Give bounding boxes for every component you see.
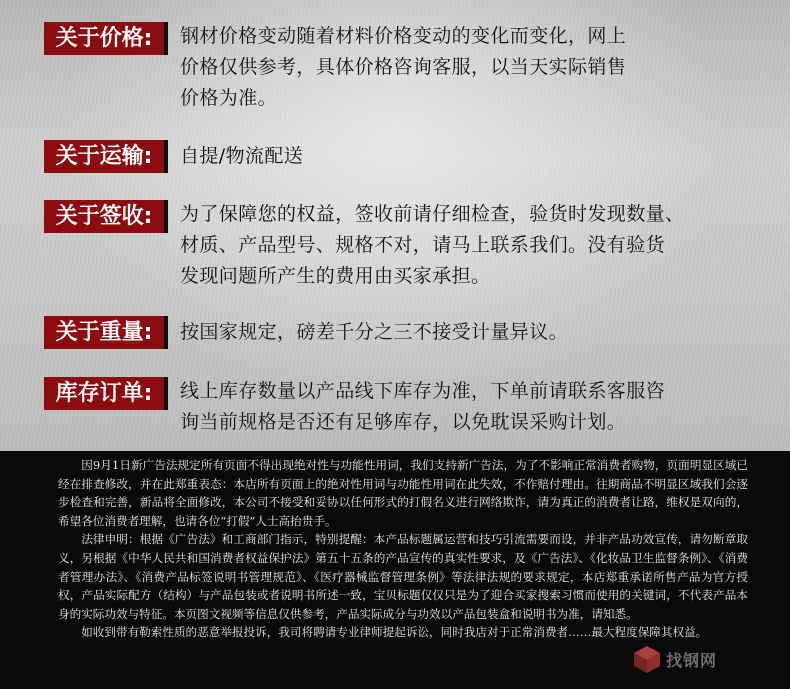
section-line: 钢材价格变动随着材料价格变动的变化而变化，网上 bbox=[180, 25, 627, 47]
section-text bbox=[180, 376, 770, 438]
section-text bbox=[180, 21, 770, 114]
section-divider bbox=[164, 316, 168, 349]
legal-notice bbox=[58, 456, 748, 642]
section-divider bbox=[164, 377, 168, 410]
section-line: 发现问题所产生的费用由买家承担。 bbox=[180, 265, 491, 287]
section-text bbox=[180, 141, 770, 172]
section-line: 为了保障您的权益，签收前请仔细检查，验货时发现数量、 bbox=[180, 203, 685, 225]
section-divider bbox=[164, 140, 168, 173]
section-label: 关于价格: bbox=[44, 22, 164, 55]
cube-logo-icon bbox=[632, 644, 662, 674]
section-label: 关于签收: bbox=[44, 200, 164, 233]
section-label: 库存订单: bbox=[44, 377, 164, 410]
section-line: 材质、产品型号、规格不对，请马上联系我们。没有验货 bbox=[180, 234, 666, 256]
legal-paragraph: 如收到带有勒索性质的恶意举报投诉，我司将聘请专业律师提起诉讼，同时我店对于正常消费者……最大程度保障其权益。 bbox=[81, 625, 708, 640]
section-divider bbox=[164, 200, 168, 233]
section-line: 价格仅供参考，具体价格咨询客服，以当天实际销售 bbox=[180, 56, 627, 78]
watermark bbox=[632, 642, 772, 676]
watermark-text: 找钢网 bbox=[666, 651, 718, 670]
section-line: 价格为准。 bbox=[180, 87, 278, 109]
legal-paragraph: 因9月1日新广告法规定所有页面不得出现绝对性与功能性用词，我们支持新广告法，为了不影响正常消费者购物，页面明显区域已经在排查修改，并在此郑重表态：本店所有页面上的绝对性用词与功能性用词在此失效，不作赔付理由。往期商品不明显区域我们会逐步检查和完善，新品将全面修改，本公司不接受和妥协以任何形式的打假名义进行网络欺诈，请为真正的消费者让路，维权是双向的，希望各位消费者理解，也请各位“打假”人士高抬贵手。 bbox=[58, 458, 748, 528]
section-line: 询当前规格是否还有足够库存，以免耽误采购计划。 bbox=[180, 411, 627, 433]
section-label: 关于重量: bbox=[44, 316, 164, 349]
legal-paragraph: 法律申明：根据《广告法》和工商部门指示，特别提醒：本产品标题属运营和技巧引流需要而设，并非产品功效宣传，请勿断章取义，另根据《中华人民共和国消费者权益保护法》第五十五条的产品宣传的真实性要求，及《广告法》、《化妆品卫生监督条例》、《消费者管理办法》、《消费产品标签说明书管理规范》、《医疗器械监督管理条例》等法律法规的要求规定，本店郑重承诺所售产品为官方授权，产品实际配方（结构）与产品包装或者说明书所述一致，宝贝标题仅仅只是为了迎合买家搜索习惯而使用的关键词，不代表产品本身的实际功效与特征。本页图文视频等信息仅供参考，产品实际成分与功效以产品包装盒和说明书为准，请知悉。 bbox=[58, 532, 748, 621]
section-line: 线上库存数量以产品线下库存为准，下单前请联系客服咨 bbox=[180, 380, 666, 402]
section-text bbox=[180, 317, 770, 348]
section-divider bbox=[164, 22, 168, 55]
section-label: 关于运输: bbox=[44, 140, 164, 173]
section-text bbox=[180, 199, 770, 292]
section-line: 自提/物流配送 bbox=[180, 145, 304, 167]
section-line: 按国家规定，磅差千分之三不接受计量异议。 bbox=[180, 321, 569, 343]
